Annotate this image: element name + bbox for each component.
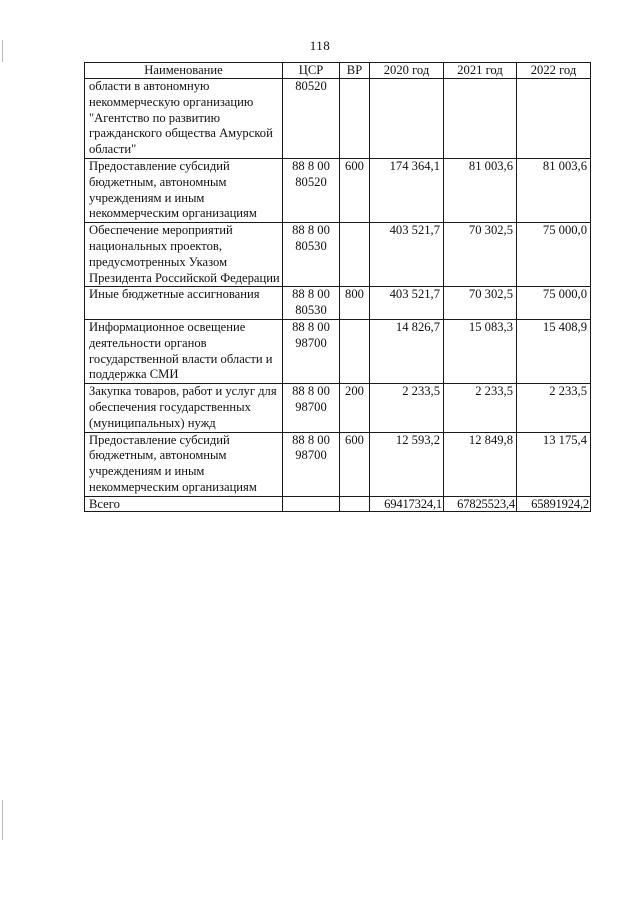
row-csr: 88 8 00 80530 xyxy=(283,287,340,320)
row-2020: 403 521,7 xyxy=(370,287,444,320)
row-2022: 81 003,6 xyxy=(517,158,591,222)
total-2021: 67825523,4 xyxy=(444,496,517,511)
row-csr: 88 8 00 80530 xyxy=(283,223,340,287)
row-2021: 70 302,5 xyxy=(444,223,517,287)
header-2020: 2020 год xyxy=(370,63,444,79)
total-2020: 69417324,1 xyxy=(370,496,444,511)
row-2021: 15 083,3 xyxy=(444,319,517,383)
row-2020: 174 364,1 xyxy=(370,158,444,222)
row-2022: 75 000,0 xyxy=(517,223,591,287)
row-2021: 2 233,5 xyxy=(444,384,517,432)
total-name: Всего xyxy=(85,496,283,511)
header-csr: ЦСР xyxy=(283,63,340,79)
row-name: Иные бюджетные ассигнования xyxy=(85,287,283,320)
row-vr xyxy=(340,319,370,383)
table-total-row xyxy=(85,496,591,511)
table-row xyxy=(85,319,591,383)
row-vr: 600 xyxy=(340,158,370,222)
row-name: Предоставление субсидий бюджетным, автономным учреждениям и иным некоммерческим организациям xyxy=(85,432,283,496)
table-row xyxy=(85,79,591,159)
row-name: Предоставление субсидий бюджетным, автономным учреждениям и иным некоммерческим организациям xyxy=(85,158,283,222)
row-csr: 88 8 00 98700 xyxy=(283,432,340,496)
row-vr: 200 xyxy=(340,384,370,432)
total-2022: 65891924,2 xyxy=(517,496,591,511)
table-header-row xyxy=(85,63,591,79)
row-vr: 600 xyxy=(340,432,370,496)
row-2022: 75 000,0 xyxy=(517,287,591,320)
table-row xyxy=(85,223,591,287)
row-2022: 13 175,4 xyxy=(517,432,591,496)
header-2021: 2021 год xyxy=(444,63,517,79)
table-row xyxy=(85,432,591,496)
budget-table xyxy=(84,62,591,512)
header-vr: ВР xyxy=(340,63,370,79)
header-2022: 2022 год xyxy=(517,63,591,79)
row-vr xyxy=(340,79,370,159)
row-csr: 88 8 00 80520 xyxy=(283,158,340,222)
row-csr: 88 8 00 98700 xyxy=(283,319,340,383)
scan-edge-mark-bottom xyxy=(2,800,3,840)
row-2020 xyxy=(370,79,444,159)
row-2021: 12 849,8 xyxy=(444,432,517,496)
row-csr: 88 8 00 98700 xyxy=(283,384,340,432)
row-vr: 800 xyxy=(340,287,370,320)
row-2020: 403 521,7 xyxy=(370,223,444,287)
table-row xyxy=(85,287,591,320)
table-row xyxy=(85,158,591,222)
row-name: Закупка товаров, работ и услуг для обеспечения государственных (муниципальных) нужд xyxy=(85,384,283,432)
row-2021 xyxy=(444,79,517,159)
row-vr xyxy=(340,223,370,287)
row-2020: 2 233,5 xyxy=(370,384,444,432)
row-2020: 12 593,2 xyxy=(370,432,444,496)
row-name: Обеспечение мероприятий национальных проектов, предусмотренных Указом Президента Российской Федерации xyxy=(85,223,283,287)
row-csr: 80520 xyxy=(283,79,340,159)
row-2021: 70 302,5 xyxy=(444,287,517,320)
page-number: 118 xyxy=(309,38,331,53)
total-csr xyxy=(283,496,340,511)
header-name: Наименование xyxy=(85,63,283,79)
total-vr xyxy=(340,496,370,511)
row-2022: 2 233,5 xyxy=(517,384,591,432)
row-name: области в автономную некоммерческую организацию "Агентство по развитию гражданского общества Амурской области" xyxy=(85,79,283,159)
table-row xyxy=(85,384,591,432)
row-2021: 81 003,6 xyxy=(444,158,517,222)
row-2022 xyxy=(517,79,591,159)
row-2020: 14 826,7 xyxy=(370,319,444,383)
row-name: Информационное освещение деятельности органов государственной власти области и поддержка СМИ xyxy=(85,319,283,383)
row-2022: 15 408,9 xyxy=(517,319,591,383)
